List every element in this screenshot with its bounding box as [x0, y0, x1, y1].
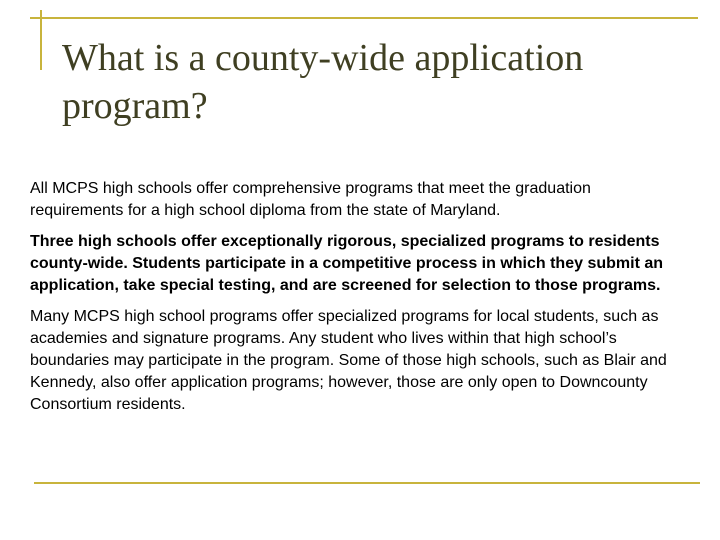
slide-body: [30, 178, 686, 425]
bottom-divider: [34, 482, 700, 484]
paragraph-comprehensive-programs: All MCPS high schools offer comprehensive programs that meet the graduation requirements for a high school diploma from the state of Maryland.: [30, 180, 591, 219]
paragraph-local-programs: Many MCPS high school programs offer specialized programs for local students, such as academies and signature programs. Any student who lives within that high school’s boundaries may participate in the program. Some of those high schools, such as Blair and Kennedy, also offer application programs; however, those are only open to Downcounty Consortium residents.: [30, 308, 667, 413]
left-divider: [40, 10, 42, 70]
slide-title: What is a county-wide application program?: [62, 37, 584, 127]
paragraph-county-wide-programs: Three high schools offer exceptionally rigorous, specialized programs to residents county-wide. Students participate in a competitive process in which they submit an application, take special testing, and are screened for selection to those programs.: [30, 233, 664, 294]
top-divider: [30, 17, 698, 19]
